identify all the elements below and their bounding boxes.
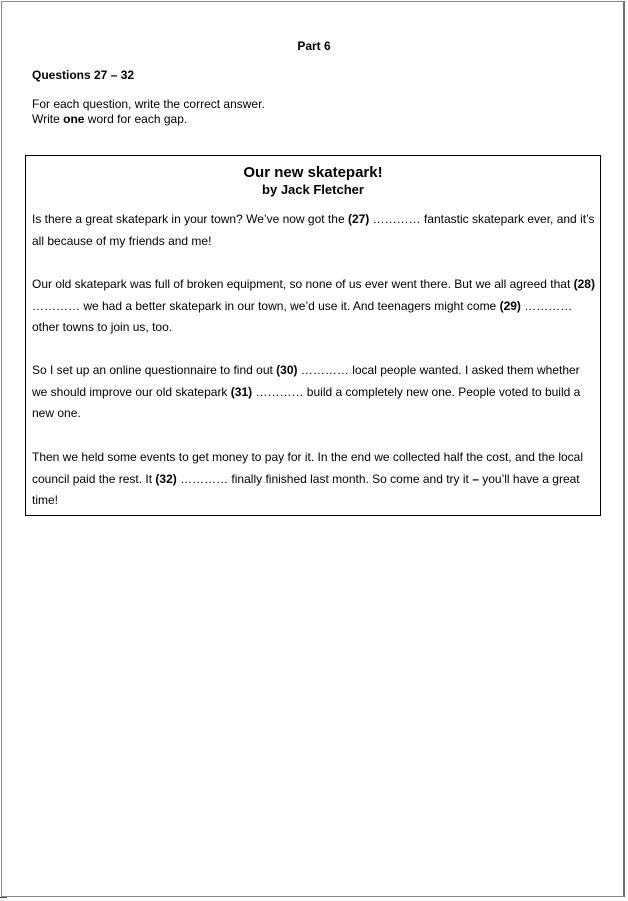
article-title: Our new skatepark! [243,164,383,181]
gap-number-28: (28) [573,277,595,291]
answer-gap-32[interactable]: ………… [180,471,229,486]
paragraph-text: we had a better skatepark in our town, we’d use it. And teenagers might come [80,298,500,313]
paragraph-text: Our old skatepark was full of broken equipment, so none of us ever went there. But we all agreed that [32,277,574,291]
article-box [25,155,601,516]
paragraph-1 [32,209,598,252]
answer-gap-28[interactable]: ………… [32,298,80,313]
questions-heading: Questions 27 – 32 [32,68,135,82]
instruction-line-2 [32,112,265,127]
answer-gap-29[interactable]: ………… [524,298,573,313]
paragraph-text: you’ll have a great time! [32,471,580,508]
paragraph-text: fantastic skatepark ever, and it’s all because of my friends and me! [32,212,595,248]
instruction-text: word for each gap. [84,112,188,126]
corner-mark [0,897,7,898]
answer-gap-31[interactable]: ………… [255,384,304,399]
gap-number-31: (31) [230,384,253,399]
paragraph-4 [32,447,598,512]
instruction-text: Write [32,112,64,126]
gap-number-29: (29) [499,298,521,313]
answer-gap-27[interactable]: ………… [372,212,421,226]
answer-gap-30[interactable]: ………… [300,363,349,377]
paragraph-text: So I set up an online questionnaire to find out [32,363,277,377]
paragraph-text: Then we held some events to get money to pay for it. In the end we collected half the cost, and the local council paid the rest. It [32,450,583,486]
gap-number-32: (32) [155,471,177,486]
paragraph-2 [32,274,598,339]
paragraph-text: build a completely new one. People voted to build a new one. [32,384,581,421]
gap-number-27: (27) [347,212,370,226]
paragraph-text: Is there a great skatepark in your town? We’ve now got the [32,212,348,226]
paragraph-text: local people wanted. I asked them whether we should improve our old skatepark [32,363,580,399]
paragraph-3 [32,360,598,425]
article-author: by Jack Fletcher [262,182,364,197]
part-title: Part 6 [297,39,331,53]
paragraph-text: other towns to join us, too. [32,320,173,335]
instructions [32,97,265,127]
instruction-emphasis: one [63,112,85,126]
instruction-line-1: For each question, write the correct answer. [32,97,265,111]
gap-number-30: (30) [276,363,298,377]
dash: – [472,471,479,486]
paragraph-text: finally finished last month. So come and try it [228,471,473,486]
